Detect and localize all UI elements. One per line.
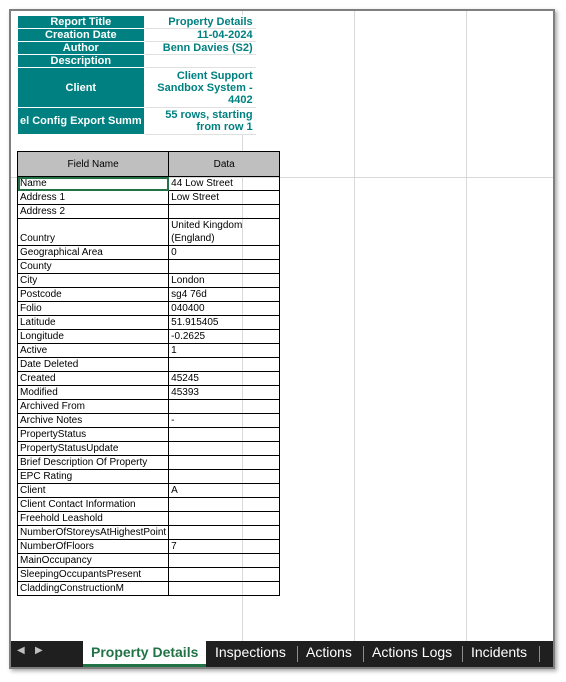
author-label[interactable]: Author (18, 42, 145, 55)
field-name-cell[interactable]: Brief Description Of Property (18, 456, 169, 470)
data-cell[interactable]: sg4 76d (169, 288, 280, 302)
table-row (18, 442, 280, 456)
data-cell[interactable] (169, 260, 280, 274)
field-name-cell[interactable]: Address 1 (18, 191, 169, 205)
data-cell[interactable] (169, 512, 280, 526)
table-row (18, 386, 280, 400)
description-label[interactable]: Description (18, 55, 145, 68)
data-cell[interactable] (169, 358, 280, 372)
report-title-value[interactable]: Property Details (144, 16, 255, 29)
tab-inspections[interactable]: Inspections (215, 644, 286, 660)
field-name-cell[interactable]: Longitude (18, 330, 169, 344)
data-cell[interactable] (169, 498, 280, 512)
table-row (18, 554, 280, 568)
previous-sheet-icon[interactable]: ◀ (17, 645, 25, 656)
report-title-label[interactable]: Report Title (18, 16, 145, 29)
table-row (18, 456, 280, 470)
sheet-grid[interactable] (11, 11, 553, 641)
field-name-cell[interactable]: Address 2 (18, 205, 169, 219)
field-name-cell[interactable]: Archived From (18, 400, 169, 414)
data-cell[interactable]: 51.915405 (169, 316, 280, 330)
next-sheet-icon[interactable]: ▶ (35, 645, 43, 656)
table-row (18, 330, 280, 344)
author-value[interactable]: Benn Davies (S2) (144, 42, 255, 55)
table-row (18, 582, 280, 596)
field-name-cell[interactable]: PropertyStatus (18, 428, 169, 442)
field-name-cell[interactable]: Archive Notes (18, 414, 169, 428)
table-row (18, 344, 280, 358)
table-row (18, 302, 280, 316)
tab-property-details[interactable]: Property Details (83, 641, 206, 667)
tab-actions-logs[interactable]: Actions Logs (372, 644, 453, 660)
data-cell[interactable] (169, 582, 280, 596)
table-row (18, 526, 280, 540)
tab-incidents[interactable]: Incidents (471, 644, 528, 660)
data-header[interactable]: Data (169, 152, 280, 177)
table-row (18, 288, 280, 302)
data-cell[interactable]: London (169, 274, 280, 288)
data-cell[interactable]: 040400 (169, 302, 280, 316)
table-row (18, 470, 280, 484)
data-cell[interactable]: 44 Low Street (169, 177, 280, 191)
field-name-cell[interactable]: City (18, 274, 169, 288)
field-name-cell[interactable]: CladdingConstructionM (18, 582, 169, 596)
field-name-header[interactable]: Field Name (18, 152, 169, 177)
creation-date-value[interactable]: 11-04-2024 (144, 29, 255, 42)
table-row (18, 177, 280, 191)
field-name-cell[interactable]: Modified (18, 386, 169, 400)
data-cell[interactable]: 45245 (169, 372, 280, 386)
data-cell[interactable] (169, 568, 280, 582)
tab-actions[interactable]: Actions (306, 644, 352, 660)
data-cell[interactable]: 45393 (169, 386, 280, 400)
field-name-cell[interactable]: EPC Rating (18, 470, 169, 484)
table-row (18, 540, 280, 554)
field-name-cell[interactable]: Folio (18, 302, 169, 316)
table-row (18, 568, 280, 582)
field-name-cell[interactable]: Date Deleted (18, 358, 169, 372)
field-name-cell[interactable]: PropertyStatusUpdate (18, 442, 169, 456)
field-name-cell[interactable]: Client Contact Information (18, 498, 169, 512)
table-row (18, 246, 280, 260)
summary-value[interactable]: 55 rows, starting from row 1 (144, 108, 255, 135)
data-cell[interactable] (169, 442, 280, 456)
report-header-table (17, 15, 256, 135)
data-cell[interactable]: United Kingdom (England) (169, 219, 280, 246)
data-cell[interactable]: 7 (169, 540, 280, 554)
sheet-tab-bar (11, 641, 553, 667)
property-data-table (17, 151, 280, 596)
table-row (18, 372, 280, 386)
field-name-cell[interactable]: Postcode (18, 288, 169, 302)
data-cell[interactable] (169, 470, 280, 484)
data-cell[interactable]: A (169, 484, 280, 498)
table-row (18, 428, 280, 442)
table-row (18, 191, 280, 205)
table-row (18, 498, 280, 512)
data-cell[interactable] (169, 400, 280, 414)
data-cell[interactable]: -0.2625 (169, 330, 280, 344)
data-cell[interactable] (169, 554, 280, 568)
field-name-cell[interactable]: NumberOfStoreysAtHighestPoint (18, 526, 169, 540)
table-row (18, 219, 280, 246)
table-row (18, 205, 280, 219)
data-cell[interactable] (169, 428, 280, 442)
field-name-cell[interactable]: Name (18, 177, 169, 191)
data-cell[interactable]: 1 (169, 344, 280, 358)
tab-separator (539, 646, 540, 662)
field-name-cell[interactable]: Country (18, 219, 169, 246)
table-row (18, 358, 280, 372)
client-value[interactable]: Client Support Sandbox System - 4402 (144, 68, 255, 108)
table-row (18, 260, 280, 274)
creation-date-label[interactable]: Creation Date (18, 29, 145, 42)
table-row (18, 414, 280, 428)
summary-label[interactable]: el Config Export Summ (18, 108, 145, 135)
data-cell[interactable] (169, 205, 280, 219)
field-name-cell[interactable]: MainOccupancy (18, 554, 169, 568)
table-row (18, 484, 280, 498)
table-row (18, 274, 280, 288)
data-cell[interactable]: 0 (169, 246, 280, 260)
table-row (18, 400, 280, 414)
description-value[interactable] (144, 55, 255, 68)
client-label[interactable]: Client (18, 68, 145, 108)
table-row (18, 316, 280, 330)
field-name-cell[interactable]: Client (18, 484, 169, 498)
spreadsheet-window (9, 9, 555, 669)
field-name-cell[interactable]: Created (18, 372, 169, 386)
field-name-cell[interactable]: NumberOfFloors (18, 540, 169, 554)
data-cell[interactable] (169, 456, 280, 470)
field-name-cell[interactable]: County (18, 260, 169, 274)
data-cell[interactable] (169, 526, 280, 540)
data-cell[interactable]: - (169, 414, 280, 428)
field-name-cell[interactable]: Freehold Leashold (18, 512, 169, 526)
field-name-cell[interactable]: Latitude (18, 316, 169, 330)
field-name-cell[interactable]: Active (18, 344, 169, 358)
field-name-cell[interactable]: SleepingOccupantsPresent (18, 568, 169, 582)
field-name-cell[interactable]: Geographical Area (18, 246, 169, 260)
table-row (18, 512, 280, 526)
data-cell[interactable]: Low Street (169, 191, 280, 205)
